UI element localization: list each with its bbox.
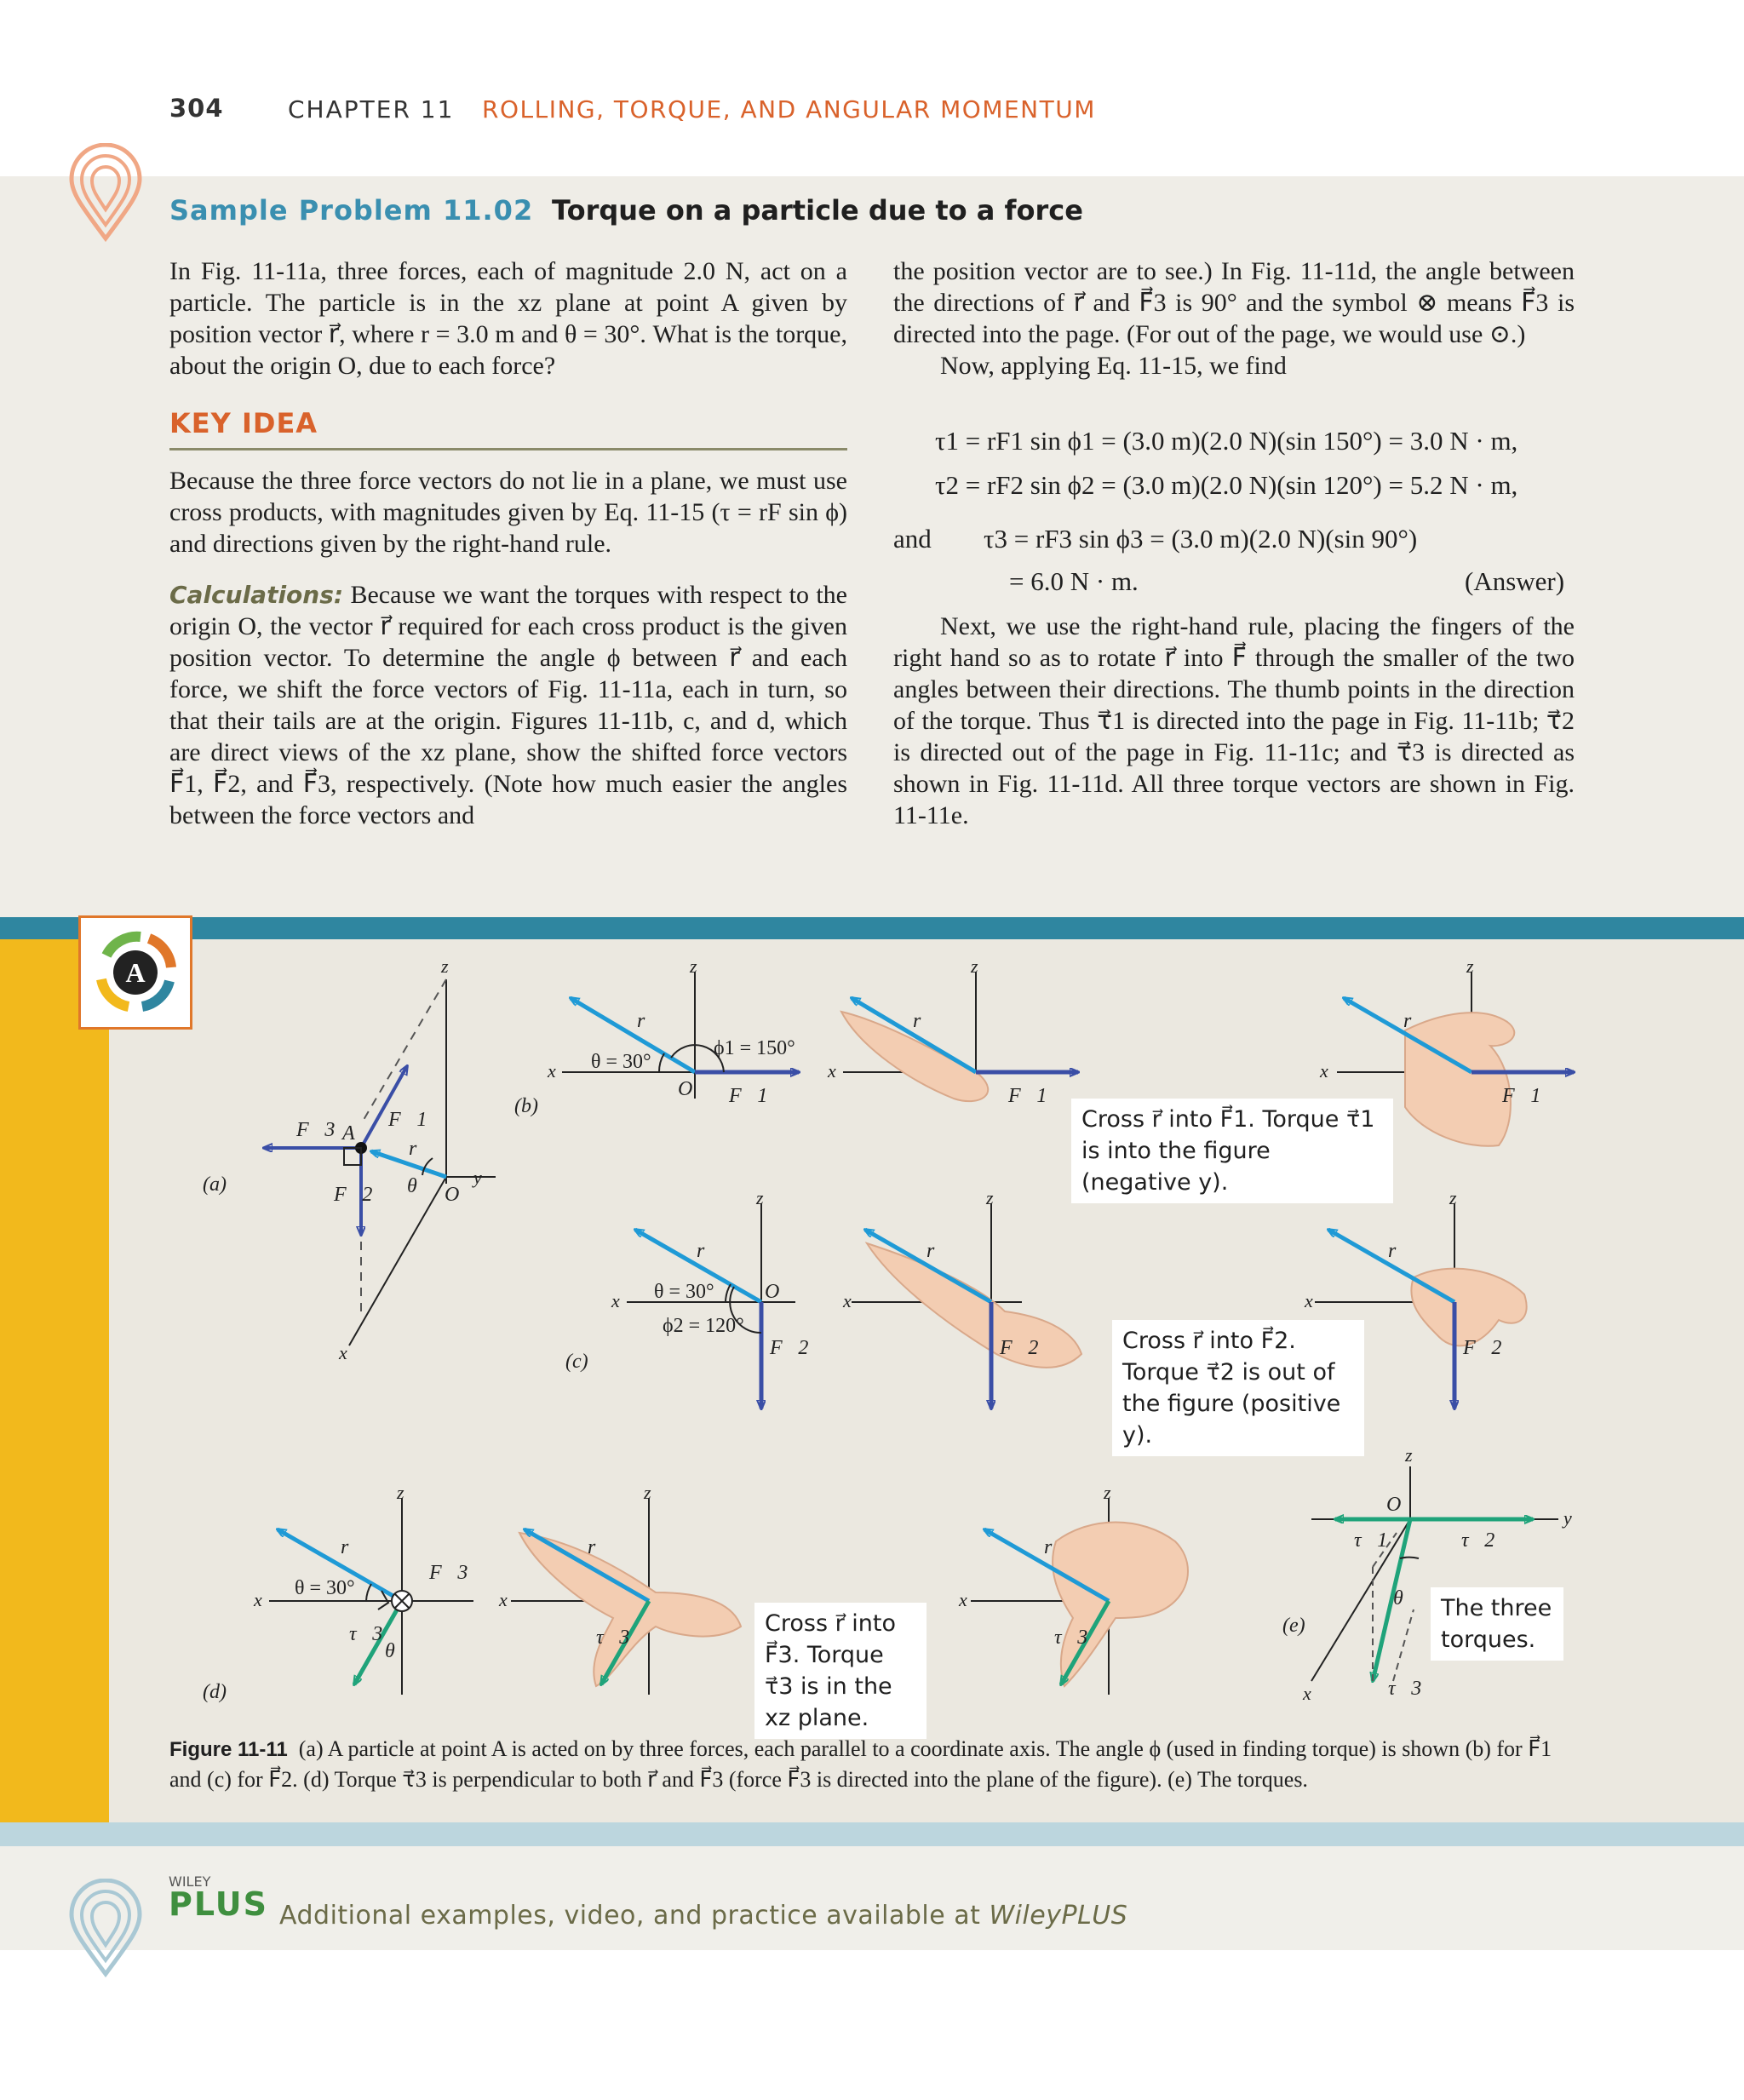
key-idea-heading: KEY IDEA [169, 407, 318, 439]
panel-c-diagram [627, 1204, 795, 1409]
r-b-label: r⃗ [637, 1010, 662, 1032]
f2-c3-label: F⃗2 [1463, 1337, 1502, 1359]
figure-caption-label: Figure 11-11 [169, 1738, 288, 1761]
f1-a-label: F⃗1 [388, 1109, 427, 1131]
panel-a-y-axis-label: y [473, 1167, 482, 1188]
calculations-label: Calculations: [169, 581, 344, 609]
key-idea-text: Because the three force vectors do not lie in a plane, we must use cross products, with magnitudes given by Eq. 11-15 (τ = rF sin ϕ) and directions given by the right-hand rule. [169, 467, 847, 558]
sample-problem-label: Sample Problem 11.02 [169, 194, 534, 227]
panel-d-hand-2 [971, 1499, 1188, 1695]
panel-c2-z-axis-label: z [986, 1187, 994, 1208]
r-c3-label: r⃗ [1388, 1240, 1413, 1262]
tau1-e-label: τ⃗1 [1354, 1529, 1388, 1552]
f1-b3-label: F⃗1 [1502, 1085, 1541, 1107]
panel-d-hand-1 [511, 1499, 741, 1695]
panel-a-x-axis-label: x [339, 1342, 347, 1363]
figure-caption-text: (a) A particle at point A is acted on by three forces, each parallel to a coordinate axis. The angle ϕ (used in finding torque) is shown (b) for F⃗1 and (c) for F⃗2. (d) Torque τ⃗3 is perpendicular to both r⃗ and F⃗3 (force F⃗3 is directed into the plane of the figure). (e) The torques. [169, 1736, 1552, 1792]
f3-d-label: F⃗3 [429, 1562, 468, 1584]
theta-d-label: θ [385, 1640, 395, 1662]
theta-e-label: θ [1393, 1587, 1403, 1609]
r-d3-label: r⃗ [1044, 1536, 1069, 1558]
r-c-label: r⃗ [697, 1240, 721, 1262]
right-paragraph-3: Next, we use the right-hand rule, placing the fingers of the right hand so as to rotate r⃗ into F⃗ through the smaller of the two angles between their directions. The thumb points in the direction of the torque. Thus τ⃗1 is directed into the page in Fig. 11-11b; τ⃗2 is directed out of the page in Fig. 11-11c; and τ⃗3 is directed as shown in Fig. 11-11d. All three torque vectors are shown in Fig. 11-11e. [893, 612, 1575, 829]
r-d-label: r⃗ [341, 1536, 365, 1558]
point-a-label: A [342, 1122, 355, 1145]
panel-e-y-axis-label: y [1563, 1507, 1572, 1529]
f2-c2-label: F⃗2 [1000, 1337, 1039, 1359]
answer-label: (Answer) [1465, 566, 1565, 596]
panel-c-hand-1 [852, 1204, 1081, 1409]
panel-d2-z-axis-label: z [644, 1482, 651, 1503]
f2-a-label: F⃗2 [334, 1184, 373, 1206]
panel-c-label: (c) [565, 1351, 588, 1373]
panel-e-x-axis-label: x [1303, 1683, 1311, 1704]
f1-b-label: F⃗1 [729, 1085, 768, 1107]
panel-c-z-axis-label: z [756, 1187, 764, 1208]
theta30-d-label: θ = 30° [295, 1577, 355, 1599]
r-c2-label: r⃗ [926, 1240, 951, 1262]
panel-d2-x-axis-label: x [499, 1589, 508, 1610]
footer-text [279, 1901, 1127, 1931]
panel-c2-x-axis-label: x [843, 1290, 852, 1311]
callout-panel-e: The three torques. [1431, 1587, 1563, 1661]
origin-b-label: O [678, 1078, 693, 1100]
equation-tau2: τ2 = rF2 sin ϕ2 = (3.0 m)(2.0 N)(sin 120°) = 5.2 N · m, [935, 470, 1518, 500]
page-number: 304 [169, 94, 224, 123]
panel-a-label: (a) [203, 1173, 227, 1196]
panel-d3-z-axis-label: z [1104, 1482, 1111, 1503]
panel-c3-x-axis-label: x [1305, 1290, 1313, 1311]
panel-e-z-axis-label: z [1405, 1444, 1413, 1466]
panel-b-hand-1 [841, 973, 1078, 1101]
r-d2-label: r⃗ [588, 1536, 612, 1558]
tau3-e-label: τ⃗3 [1388, 1678, 1422, 1700]
wileyplus-logo[interactable]: PLUS [169, 1885, 268, 1923]
panel-b2-x-axis-label: x [828, 1060, 836, 1082]
equation-tau3: τ3 = rF3 sin ϕ3 = (3.0 m)(2.0 N)(sin 90°) [984, 524, 1418, 554]
figure-caption [169, 1734, 1583, 1794]
panel-e-label: (e) [1282, 1615, 1305, 1637]
chapter-title: ROLLING, TORQUE, AND ANGULAR MOMENTUM [482, 95, 1096, 123]
callout-panel-c: Cross r⃗ into F⃗2. Torque τ⃗2 is out of the figure (positive y). [1112, 1320, 1364, 1456]
theta30-b-label: θ = 30° [591, 1051, 651, 1073]
equation-and: and [893, 524, 932, 554]
tau3-d3-label: τ⃗3 [1054, 1627, 1088, 1649]
chapter-label: CHAPTER 11 [288, 95, 455, 123]
panel-d-x-axis-label: x [254, 1589, 262, 1610]
footer-text-prefix: Additional examples, video, and practice available at [279, 1901, 990, 1931]
panel-b3-z-axis-label: z [1466, 955, 1474, 977]
panel-b-x-axis-label: x [548, 1060, 556, 1082]
drop-marker-footer-icon [66, 1879, 145, 1979]
f2-c-label: F⃗2 [770, 1337, 809, 1359]
phi2-c-label: ϕ2 = 120° [663, 1315, 744, 1337]
panel-b-label: (b) [514, 1095, 538, 1117]
panel-c3-z-axis-label: z [1449, 1187, 1457, 1208]
panel-b2-z-axis-label: z [971, 955, 978, 977]
wileyplus-link[interactable]: WileyPLUS [989, 1901, 1128, 1931]
calculations-text: Because we want the torques with respect to the origin O, the vector r⃗ required for each cross product is the given position vector. To determine the angle ϕ between r⃗ and each force, we shift the force vectors of Fig. 11-11a, each in turn, so that their tails are at the origin. Figures 11-11b, c, and d, which are direct views of the xz plane, show the shifted force vectors F⃗1, F⃗2, and F⃗3, respectively. (Note how much easier the angles between the force vectors and [169, 581, 848, 829]
equation-tau1: τ1 = rF1 sin ϕ1 = (3.0 m)(2.0 N)(sin 150°) = 3.0 N · m, [935, 426, 1518, 456]
r-b3-label: r⃗ [1403, 1010, 1428, 1032]
f3-a-label: F⃗3 [296, 1119, 336, 1141]
problem-intro: In Fig. 11-11a, three forces, each of magnitude 2.0 N, act on a particle. The particle is in the xz plane at point A given by position vector r⃗, where r = 3.0 m and θ = 30°. What is the torque, about the origin O, due to each force? [169, 257, 847, 380]
panel-c-x-axis-label: x [611, 1290, 620, 1311]
theta30-c-label: θ = 30° [654, 1281, 714, 1303]
tau2-e-label: τ⃗2 [1461, 1529, 1495, 1552]
right-paragraph-1: the position vector are to see.) In Fig. 11-11d, the angle between the directions of r⃗ and F⃗3 is 90° and the symbol ⊗ means F⃗3 is directed into the page. (For out of the page, we would use ⊙.) [893, 257, 1575, 348]
callout-panel-b: Cross r⃗ into F⃗1. Torque τ⃗1 is into the figure (negative y). [1071, 1099, 1393, 1203]
origin-a-label: O [445, 1184, 460, 1206]
svg-text:A: A [125, 957, 146, 988]
tau3-d-label: τ⃗3 [349, 1623, 383, 1645]
origin-e-label: O [1386, 1494, 1402, 1516]
panel-d3-x-axis-label: x [959, 1589, 967, 1610]
equation-tau3-result: = 6.0 N · m. [1009, 566, 1139, 596]
origin-c-label: O [765, 1281, 780, 1303]
panel-b3-x-axis-label: x [1320, 1060, 1328, 1082]
panel-d-z-axis-label: z [397, 1482, 404, 1503]
panel-a-z-axis-label: z [441, 955, 449, 977]
f1-b2-label: F⃗1 [1008, 1085, 1047, 1107]
panel-b-z-axis-label: z [690, 955, 697, 977]
sample-problem-title: Torque on a particle due to a force [552, 194, 1083, 227]
tau3-d2-label: τ⃗3 [596, 1627, 630, 1649]
r-b2-label: r⃗ [913, 1010, 938, 1032]
theta-a-label: θ [407, 1175, 417, 1197]
r-a-label: r⃗ [409, 1138, 433, 1160]
panel-a [264, 979, 496, 1345]
wileyplus-logo-small: WILEY [169, 1873, 211, 1890]
phi1-b-label: ϕ1 = 150° [714, 1037, 795, 1059]
right-paragraph-2: Now, applying Eq. 11-15, we find [940, 352, 1287, 380]
panel-d-label: (d) [203, 1681, 227, 1703]
callout-panel-d: Cross r⃗ into F⃗3. Torque τ⃗3 is in the xz plane. [754, 1603, 926, 1739]
